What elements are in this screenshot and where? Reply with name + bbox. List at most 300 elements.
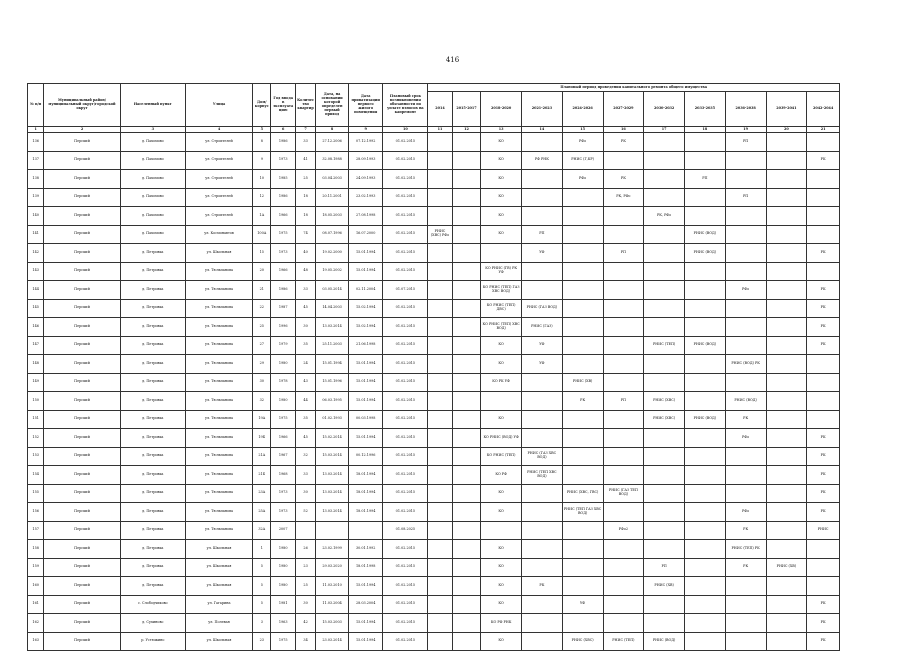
table-cell — [644, 447, 685, 466]
table-cell: 1981 — [271, 595, 295, 614]
table-cell: РФо — [725, 281, 766, 300]
table-cell — [522, 540, 563, 559]
table-row — [28, 151, 840, 170]
table-row — [28, 429, 840, 448]
table-cell: д. Пахомово — [120, 207, 185, 226]
table-cell: 9 — [253, 151, 271, 170]
table-cell — [807, 558, 840, 577]
table-cell: д. Пахомово — [120, 170, 185, 189]
header-period: 2024-2026 — [562, 92, 603, 127]
table-cell: 01.02.2015 — [383, 632, 428, 651]
table-cell: 156 — [28, 503, 44, 522]
table-row — [28, 503, 840, 522]
table-cell: д. Пахомово — [120, 188, 185, 207]
table-cell: р. Устюжино — [120, 632, 185, 651]
header-period: 2027-2029 — [603, 92, 644, 127]
table-cell: УФ — [522, 244, 563, 263]
table-cell — [295, 521, 315, 540]
column-number: 21 — [807, 127, 840, 133]
table-cell — [644, 466, 685, 485]
table-cell — [562, 188, 603, 207]
table-cell: 13.03.2014 — [316, 503, 349, 522]
table-cell — [644, 281, 685, 300]
table-cell — [562, 262, 603, 281]
table-cell: 01.02.2015 — [383, 410, 428, 429]
table-cell: 01.02.2015 — [383, 540, 428, 559]
table-cell: 15.01.1994 — [348, 392, 383, 411]
table-cell: 25.11.2003 — [316, 336, 349, 355]
header-house: Дом/корпус — [253, 84, 271, 127]
table-cell: 01.02.2015 — [383, 614, 428, 633]
header-period: 2042-2044 — [807, 92, 840, 127]
table-cell: РНИС (ВОД) — [644, 632, 685, 651]
table-cell: РП — [522, 225, 563, 244]
table-row — [28, 410, 840, 429]
table-cell — [428, 188, 452, 207]
table-cell — [644, 595, 685, 614]
table-cell: 1980 — [271, 355, 295, 374]
table-cell — [452, 521, 481, 540]
table-cell: УФ — [522, 355, 563, 374]
table-cell: 13.03.2014 — [316, 466, 349, 485]
table-cell — [562, 318, 603, 337]
table-cell: РНИС (ХВ) — [562, 373, 603, 392]
table-cell — [603, 577, 644, 596]
table-cell: РНИС (ВОД) — [685, 244, 726, 263]
table-cell: 18 — [295, 188, 315, 207]
table-cell: 1968 — [271, 466, 295, 485]
table-cell: 15.02.2014 — [316, 429, 349, 448]
table-cell — [644, 188, 685, 207]
table-cell — [766, 540, 807, 559]
column-number: 20 — [766, 127, 807, 133]
table-cell — [428, 447, 452, 466]
table-cell: 20.11.2001 — [316, 188, 349, 207]
table-cell: 01.02.2015 — [383, 392, 428, 411]
table-cell: 01.02.2015 — [383, 225, 428, 244]
table-cell — [562, 521, 603, 540]
table-cell: КО РНИС (ТЕП) ГАЗ ХВС ВОД) — [481, 281, 522, 300]
table-row — [28, 281, 840, 300]
table-cell — [603, 595, 644, 614]
table-cell — [562, 466, 603, 485]
table-cell: 13.03.2014 — [316, 484, 349, 503]
column-number: 10 — [383, 127, 428, 133]
table-cell — [685, 262, 726, 281]
table-cell — [725, 170, 766, 189]
table-cell: 01.02.2015 — [383, 318, 428, 337]
table-cell: РНИС — [807, 521, 840, 540]
table-cell: 21А — [253, 447, 271, 466]
table-cell — [725, 262, 766, 281]
table-cell — [725, 447, 766, 466]
table-cell: 01.02.2015 — [383, 188, 428, 207]
table-cell — [725, 207, 766, 226]
table-cell — [766, 373, 807, 392]
table-cell — [452, 225, 481, 244]
table-cell: РНИС (ХВС) — [644, 392, 685, 411]
table-cell: Перский — [44, 355, 120, 374]
table-cell — [725, 225, 766, 244]
table-cell: Перский — [44, 614, 120, 633]
table-cell — [562, 225, 603, 244]
table-cell: РФо — [725, 429, 766, 448]
table-cell: 151 — [28, 410, 44, 429]
table-cell: 01.02.2015 — [383, 336, 428, 355]
table-cell: 157 — [28, 521, 44, 540]
table-cell: 148 — [28, 355, 44, 374]
table-cell — [428, 318, 452, 337]
table-cell: ул. Космонавтов — [185, 225, 252, 244]
table-cell: ул. Тюльпанова — [185, 521, 252, 540]
table-cell: ул. Строителей — [185, 151, 252, 170]
table-cell — [562, 429, 603, 448]
table-cell — [428, 429, 452, 448]
table-cell: 1966 — [271, 429, 295, 448]
table-cell: 30 — [253, 373, 271, 392]
column-number: 8 — [316, 127, 349, 133]
table-cell: 18.05.2003 — [316, 207, 349, 226]
table-cell — [766, 244, 807, 263]
table-cell — [685, 595, 726, 614]
table-cell: 01.02.2015 — [383, 373, 428, 392]
table-cell: КО РНИС (ТЕП) ХВС ВОД) — [481, 318, 522, 337]
table-row — [28, 484, 840, 503]
table-cell: РК — [807, 318, 840, 337]
table-cell: 152 — [28, 429, 44, 448]
table-cell: 35 — [295, 336, 315, 355]
table-cell: 23.02.1993 — [348, 188, 383, 207]
table-cell: 32.08.1988 — [316, 151, 349, 170]
table-row — [28, 521, 840, 540]
table-cell: д. Петровка — [120, 558, 185, 577]
table-cell: 8 — [253, 133, 271, 152]
table-cell: РК — [807, 429, 840, 448]
table-cell — [522, 281, 563, 300]
table-cell — [807, 540, 840, 559]
table-cell: ул. Школьная — [185, 577, 252, 596]
table-cell — [685, 151, 726, 170]
table-cell — [562, 558, 603, 577]
table-cell: 1975 — [271, 632, 295, 651]
table-cell — [685, 577, 726, 596]
table-cell: РНИС (ВОД) — [685, 410, 726, 429]
table-cell: д. Петровка — [120, 540, 185, 559]
table-cell: 24 — [295, 355, 315, 374]
table-cell: д. Петровка — [120, 244, 185, 263]
table-cell: ул. Школьная — [185, 540, 252, 559]
table-cell: д. Петровка — [120, 521, 185, 540]
table-cell: 146 — [28, 318, 44, 337]
column-number: 18 — [685, 127, 726, 133]
table-cell: 138 — [28, 170, 44, 189]
table-cell — [685, 558, 726, 577]
table-cell: КО — [481, 632, 522, 651]
table-cell: 15.02.1994 — [348, 299, 383, 318]
table-cell — [644, 429, 685, 448]
table-cell — [452, 151, 481, 170]
table-cell — [807, 225, 840, 244]
table-cell: 136 — [28, 133, 44, 152]
table-cell: 1980 — [271, 577, 295, 596]
table-cell: РК — [807, 466, 840, 485]
header-period: 2021-2023 — [522, 92, 563, 127]
table-cell — [603, 558, 644, 577]
table-cell — [685, 373, 726, 392]
table-cell: РФо — [562, 133, 603, 152]
table-cell: д. Петровка — [120, 484, 185, 503]
table-cell: 1973 — [271, 151, 295, 170]
table-cell: 01.02.2015 — [383, 207, 428, 226]
table-cell: 24.09.1993 — [348, 170, 383, 189]
table-cell: 14.04.2003 — [316, 299, 349, 318]
table-cell — [452, 318, 481, 337]
table-cell: 01.07.2015 — [383, 281, 428, 300]
table-cell: д. Петровка — [120, 262, 185, 281]
table-cell: 137 — [28, 151, 44, 170]
table-cell — [522, 429, 563, 448]
table-cell: 15.01.1994 — [348, 614, 383, 633]
table-cell: ул. Тюльпанова — [185, 410, 252, 429]
table-cell — [452, 595, 481, 614]
table-cell — [644, 133, 685, 152]
table-cell: ул. Тюльпанова — [185, 447, 252, 466]
column-number: 1 — [28, 127, 44, 133]
table-row — [28, 595, 840, 614]
header-period: 2030-2032 — [644, 92, 685, 127]
table-cell — [562, 540, 603, 559]
table-cell: 1986 — [271, 133, 295, 152]
table-cell: РНИС (ХВС) — [644, 410, 685, 429]
table-cell: Перский — [44, 595, 120, 614]
table-cell: д. Пахомово — [120, 151, 185, 170]
table-cell: КО — [481, 225, 522, 244]
table-cell — [766, 225, 807, 244]
table-cell: РНИС (ХВ) — [644, 577, 685, 596]
table-cell: 27.08.1998 — [348, 207, 383, 226]
table-cell — [766, 133, 807, 152]
table-cell — [766, 410, 807, 429]
table-cell: 163 — [28, 632, 44, 651]
table-cell — [522, 632, 563, 651]
table-cell — [452, 429, 481, 448]
table-row — [28, 447, 840, 466]
table-cell — [644, 484, 685, 503]
table-cell — [766, 577, 807, 596]
table-cell: РНИС (ТЕП) РК — [725, 540, 766, 559]
table-cell — [766, 503, 807, 522]
table-cell: РНИС (ГАЗ ТЕП ВОД) — [603, 484, 644, 503]
table-cell — [685, 318, 726, 337]
table-row — [28, 614, 840, 633]
table-cell — [452, 133, 481, 152]
table-cell: 52 — [295, 503, 315, 522]
table-cell — [428, 577, 452, 596]
header-apartments: Количество квартир — [295, 84, 315, 127]
table-cell: 15.01.1994 — [348, 244, 383, 263]
table-cell: 15.01.1994 — [348, 632, 383, 651]
table-cell — [428, 595, 452, 614]
table-cell: РНИС (ТЕП) — [603, 632, 644, 651]
table-cell — [807, 410, 840, 429]
table-cell — [807, 133, 840, 152]
table-cell: 21.06.1998 — [348, 336, 383, 355]
table-cell: 28.03.2004 — [348, 595, 383, 614]
table-cell: 18.01.1998 — [348, 558, 383, 577]
column-number: 11 — [428, 127, 452, 133]
table-row — [28, 540, 840, 559]
table-cell — [522, 262, 563, 281]
table-cell — [644, 503, 685, 522]
table-body — [28, 133, 840, 651]
table-cell — [807, 577, 840, 596]
table-cell: РП — [725, 133, 766, 152]
table-cell: 01.02.2015 — [383, 244, 428, 263]
table-cell: 33 — [295, 466, 315, 485]
table-cell: ул. Школьная — [185, 558, 252, 577]
table-cell: РНИС (ВОД) РК — [725, 355, 766, 374]
column-number: 4 — [185, 127, 252, 133]
header-street: Улица — [185, 84, 252, 127]
table-cell — [428, 521, 452, 540]
table-cell — [428, 503, 452, 522]
table-cell: ул. Строителей — [185, 188, 252, 207]
table-row — [28, 244, 840, 263]
table-cell: 150 — [28, 392, 44, 411]
table-cell: 141 — [28, 225, 44, 244]
table-cell — [428, 614, 452, 633]
table-cell: 5 — [253, 577, 271, 596]
table-cell — [685, 188, 726, 207]
table-cell: 100А — [253, 225, 271, 244]
table-cell: 23.02.1999 — [316, 540, 349, 559]
table-cell: ул. Тюльпанова — [185, 262, 252, 281]
table-cell: Перский — [44, 540, 120, 559]
header-period: 2039-2041 — [766, 92, 807, 127]
table-cell: 11.03.2010 — [316, 577, 349, 596]
table-cell — [644, 151, 685, 170]
table-cell: КО — [481, 503, 522, 522]
table-cell: ул. Тюльпанова — [185, 429, 252, 448]
table-row — [28, 299, 840, 318]
table-cell: РНИС (Г,КР) — [562, 151, 603, 170]
table-cell: 12 — [253, 188, 271, 207]
table-cell: 06.03.1995 — [316, 392, 349, 411]
table-cell: 155 — [28, 484, 44, 503]
table-cell — [428, 170, 452, 189]
table-cell: РК — [807, 595, 840, 614]
table-cell: 1975 — [271, 410, 295, 429]
table-cell: 15.01.1994 — [348, 262, 383, 281]
column-number: 14 — [522, 127, 563, 133]
table-cell: 01.02.2015 — [383, 447, 428, 466]
table-cell: РП — [603, 392, 644, 411]
table-cell — [603, 466, 644, 485]
header-period: 2033-2035 — [685, 92, 726, 127]
table-cell: РНИС (ВОД) — [725, 392, 766, 411]
table-cell: 01.02.2015 — [383, 170, 428, 189]
table-cell — [452, 392, 481, 411]
table-cell: д. Петровка — [120, 373, 185, 392]
table-cell: д. Петровка — [120, 318, 185, 337]
table-cell — [452, 466, 481, 485]
table-cell: 153 — [28, 447, 44, 466]
table-cell: РНИС (ТЕП ХВС ВОД) — [522, 466, 563, 485]
table-cell: РК — [725, 410, 766, 429]
table-cell — [725, 336, 766, 355]
column-number: 5 — [253, 127, 271, 133]
table-cell: РК — [807, 244, 840, 263]
table-cell: Перский — [44, 336, 120, 355]
table-cell — [452, 632, 481, 651]
table-cell: 30 — [295, 595, 315, 614]
table-cell: 30.01.1992 — [348, 540, 383, 559]
table-cell: УФ — [522, 336, 563, 355]
table-cell: 15.01.1996 — [316, 373, 349, 392]
table-cell — [644, 244, 685, 263]
table-cell: 144 — [28, 281, 44, 300]
table-cell: КО — [481, 336, 522, 355]
table-cell — [766, 466, 807, 485]
table-cell — [644, 521, 685, 540]
table-cell — [522, 503, 563, 522]
table-cell: Перский — [44, 410, 120, 429]
table-cell: 35 — [295, 410, 315, 429]
column-number: 16 — [603, 127, 644, 133]
table-cell: 25 — [295, 170, 315, 189]
table-cell — [428, 558, 452, 577]
table-cell: РК — [725, 558, 766, 577]
table-cell — [725, 632, 766, 651]
table-cell: 01.02.1993 — [316, 410, 349, 429]
table-cell — [452, 614, 481, 633]
table-cell — [685, 632, 726, 651]
table-cell — [725, 151, 766, 170]
table-cell — [562, 207, 603, 226]
table-cell — [428, 373, 452, 392]
table-cell: Перский — [44, 151, 120, 170]
table-header — [28, 84, 840, 133]
table-cell — [685, 614, 726, 633]
table-cell: ул. Тюльпанова — [185, 299, 252, 318]
table-cell: 139 — [28, 188, 44, 207]
table-cell — [562, 614, 603, 633]
table-cell: 41 — [295, 151, 315, 170]
table-cell: РНИС (ТЕП) — [644, 336, 685, 355]
table-cell: 32 — [253, 392, 271, 411]
table-cell: 19Б — [253, 429, 271, 448]
table-cell: 1986 — [271, 188, 295, 207]
table-cell: 01.02.2015 — [383, 503, 428, 522]
table-cell: 03.04.2003 — [316, 170, 349, 189]
table-row — [28, 318, 840, 337]
table-cell: 15.01.1994 — [348, 373, 383, 392]
table-cell — [644, 225, 685, 244]
table-cell: Перский — [44, 318, 120, 337]
table-cell — [452, 540, 481, 559]
table-cell — [725, 244, 766, 263]
table-cell: д. Петровка — [120, 355, 185, 374]
table-cell: Перский — [44, 632, 120, 651]
table-cell: д. Петровка — [120, 392, 185, 411]
table-cell: 01.02.2015 — [383, 484, 428, 503]
table-cell: РК, РФо — [603, 188, 644, 207]
capital-repair-schedule-table — [27, 83, 840, 651]
table-cell — [725, 318, 766, 337]
table-cell: 15.02.1994 — [348, 318, 383, 337]
table-cell: 161 — [28, 595, 44, 614]
table-cell: 10 — [253, 170, 271, 189]
